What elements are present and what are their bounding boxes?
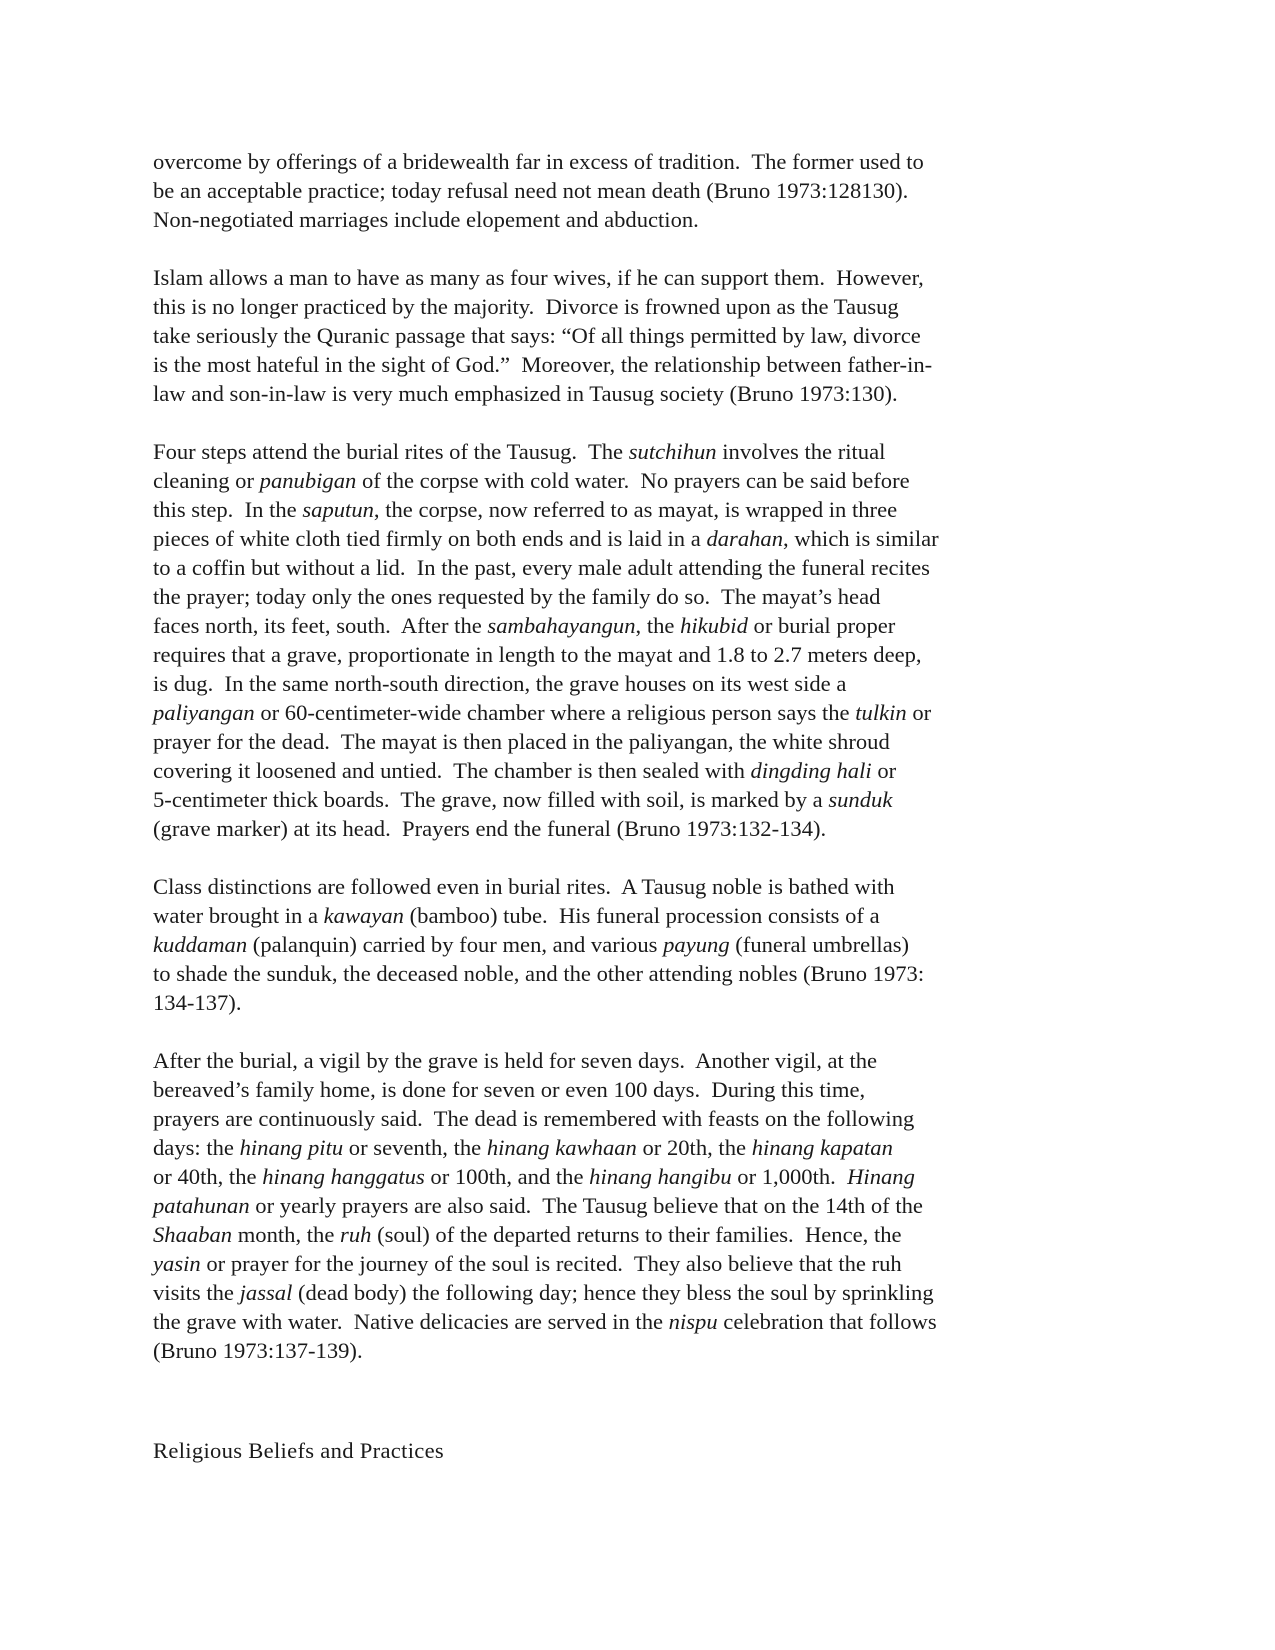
text-run: water brought in a: [153, 903, 324, 928]
text-run: (funeral umbrellas): [729, 932, 910, 957]
text-run: (bamboo) tube. His funeral procession consists of a: [403, 903, 880, 928]
text-line: [153, 930, 1033, 959]
text-run: visits the: [153, 1280, 240, 1305]
text-run: 5-centimeter thick boards. The grave, now filled with soil, is marked by a: [153, 787, 829, 812]
italic-term: sutchihun: [628, 439, 717, 464]
paragraph: [153, 1046, 1033, 1365]
text-run: be an acceptable practice; today refusal need not mean death (Bruno 1973:128130).: [153, 178, 909, 203]
text-run: Class distinctions are followed even in burial rites. A Tausug noble is bathed with: [153, 874, 895, 899]
italic-term: hinang kawhaan: [486, 1135, 637, 1160]
text-run: requires that a grave, proportionate in length to the mayat and 1.8 to 2.7 meters deep,: [153, 642, 922, 667]
text-run: or seventh, the: [343, 1135, 487, 1160]
paragraph: [153, 437, 1033, 843]
text-line: [153, 727, 1033, 756]
section-heading: Religious Beliefs and Practices: [153, 1438, 445, 1463]
text-line: [153, 1162, 1033, 1191]
text-run: , which is similar: [783, 526, 939, 551]
italic-term: Shaaban: [153, 1222, 233, 1247]
text-run: or 1,000th.: [731, 1164, 848, 1189]
text-run: prayer for the dead. The mayat is then placed in the paliyangan, the white shroud: [153, 729, 890, 754]
italic-term: saputun: [302, 497, 374, 522]
text-run: or burial proper: [747, 613, 896, 638]
text-run: days: the: [153, 1135, 240, 1160]
text-line: [153, 872, 1033, 901]
text-line: [153, 437, 1033, 466]
text-line: [153, 524, 1033, 553]
text-run: involves the ritual: [716, 439, 886, 464]
italic-term: hinang pitu: [239, 1135, 344, 1160]
text-line: [153, 1278, 1033, 1307]
text-run: take seriously the Quranic passage that says: “Of all things permitted by law, divorce: [153, 323, 921, 348]
text-line: [153, 1191, 1033, 1220]
text-line: [153, 669, 1033, 698]
text-line: [153, 1104, 1033, 1133]
text-run: (palanquin) carried by four men, and various: [247, 932, 664, 957]
text-run: bereaved’s family home, is done for seven or even 100 days. During this time,: [153, 1077, 866, 1102]
italic-term: panubigan: [259, 468, 357, 493]
text-run: the grave with water. Native delicacies are served in the: [153, 1309, 669, 1334]
italic-term: paliyangan: [153, 700, 255, 725]
text-line: [153, 553, 1033, 582]
text-line: [153, 495, 1033, 524]
text-run: or: [871, 758, 897, 783]
italic-term: sambahayangun: [487, 613, 636, 638]
italic-term: jassal: [239, 1280, 293, 1305]
text-run: this is no longer practiced by the majority. Divorce is frowned upon as the Tausug: [153, 294, 899, 319]
text-run: After the burial, a vigil by the grave is held for seven days. Another vigil, at the: [153, 1048, 878, 1073]
text-run: or 20th, the: [636, 1135, 752, 1160]
italic-term: hikubid: [680, 613, 748, 638]
text-run: (dead body) the following day; hence they bless the soul by sprinkling: [292, 1280, 934, 1305]
text-line: [153, 814, 1033, 843]
text-line: [153, 959, 1033, 988]
text-line: [153, 582, 1033, 611]
italic-term: hinang hanggatus: [262, 1164, 425, 1189]
italic-term: patahunan: [153, 1193, 250, 1218]
text-line: [153, 1133, 1033, 1162]
italic-term: sunduk: [828, 787, 893, 812]
italic-term: hinang kapatan: [751, 1135, 893, 1160]
text-line: [153, 147, 1033, 176]
paragraph: [153, 263, 1033, 408]
text-line: [153, 321, 1033, 350]
text-line: [153, 698, 1033, 727]
text-run: faces north, its feet, south. After the: [153, 613, 488, 638]
text-line: [153, 785, 1033, 814]
text-run: to a coffin but without a lid. In the past, every male adult attending the funeral recites: [153, 555, 930, 580]
text-line: [153, 1336, 1033, 1365]
text-line: [153, 901, 1033, 930]
text-line: [153, 263, 1033, 292]
body-text: [153, 147, 1033, 1394]
text-run: or: [906, 700, 932, 725]
italic-term: kuddaman: [153, 932, 248, 957]
text-run: Four steps attend the burial rites of the Tausug. The: [153, 439, 629, 464]
text-run: this step. In the: [153, 497, 303, 522]
text-line: [153, 988, 1033, 1017]
text-run: of the corpse with cold water. No prayers can be said before: [356, 468, 910, 493]
text-run: (grave marker) at its head. Prayers end the funeral (Bruno 1973:132-134).: [153, 816, 827, 841]
italic-term: darahan: [706, 526, 784, 551]
text-run: to shade the sunduk, the deceased noble, and the other attending nobles (Bruno 1973:: [153, 961, 925, 986]
text-run: is dug. In the same north-south direction, the grave houses on its west side a: [153, 671, 847, 696]
text-line: [153, 1075, 1033, 1104]
text-run: cleaning or: [153, 468, 260, 493]
italic-term: tulkin: [855, 700, 907, 725]
text-line: [153, 1249, 1033, 1278]
text-line: [153, 176, 1033, 205]
text-line: [153, 466, 1033, 495]
italic-term: yasin: [153, 1251, 201, 1276]
text-line: [153, 350, 1033, 379]
text-line: [153, 292, 1033, 321]
italic-term: ruh: [340, 1222, 372, 1247]
text-run: celebration that follows: [717, 1309, 937, 1334]
text-run: covering it loosened and untied. The chamber is then sealed with: [153, 758, 751, 783]
paragraph: [153, 872, 1033, 1017]
text-line: [153, 1046, 1033, 1075]
text-run: or 100th, and the: [424, 1164, 590, 1189]
text-line: [153, 205, 1033, 234]
italic-term: kawayan: [323, 903, 404, 928]
text-run: prayers are continuously said. The dead is remembered with feasts on the following: [153, 1106, 915, 1131]
text-run: , the: [635, 613, 681, 638]
text-run: (soul) of the departed returns to their families. Hence, the: [371, 1222, 902, 1247]
text-line: [153, 756, 1033, 785]
text-run: Islam allows a man to have as many as four wives, if he can support them. However,: [153, 265, 924, 290]
text-run: , the corpse, now referred to as mayat, is wrapped in three: [373, 497, 898, 522]
text-run: is the most hateful in the sight of God.” Moreover, the relationship between father-in-: [153, 352, 933, 377]
italic-term: Hinang: [847, 1164, 915, 1189]
text-run: overcome by offerings of a bridewealth far in excess of tradition. The former used to: [153, 149, 924, 174]
text-line: [153, 1307, 1033, 1336]
italic-term: hinang hangibu: [589, 1164, 732, 1189]
text-run: (Bruno 1973:137-139).: [153, 1338, 363, 1363]
text-run: month, the: [232, 1222, 341, 1247]
text-run: law and son-in-law is very much emphasized in Tausug society (Bruno 1973:130).: [153, 381, 898, 406]
italic-term: payung: [663, 932, 730, 957]
paragraph: [153, 147, 1033, 234]
text-line: [153, 1220, 1033, 1249]
text-run: pieces of white cloth tied firmly on both ends and is laid in a: [153, 526, 707, 551]
text-run: the prayer; today only the ones requested by the family do so. The mayat’s head: [153, 584, 881, 609]
text-run: or 60-centimeter-wide chamber where a religious person says the: [254, 700, 856, 725]
italic-term: dingding hali: [750, 758, 872, 783]
text-run: Non-negotiated marriages include elopement and abduction.: [153, 207, 699, 232]
text-line: [153, 640, 1033, 669]
text-run: or yearly prayers are also said. The Tausug believe that on the 14th of the: [249, 1193, 923, 1218]
text-line: [153, 611, 1033, 640]
text-run: 134-137).: [153, 990, 242, 1015]
text-run: or prayer for the journey of the soul is recited. They also believe that the ruh: [200, 1251, 902, 1276]
text-line: [153, 379, 1033, 408]
text-run: or 40th, the: [153, 1164, 263, 1189]
italic-term: nispu: [668, 1309, 718, 1334]
